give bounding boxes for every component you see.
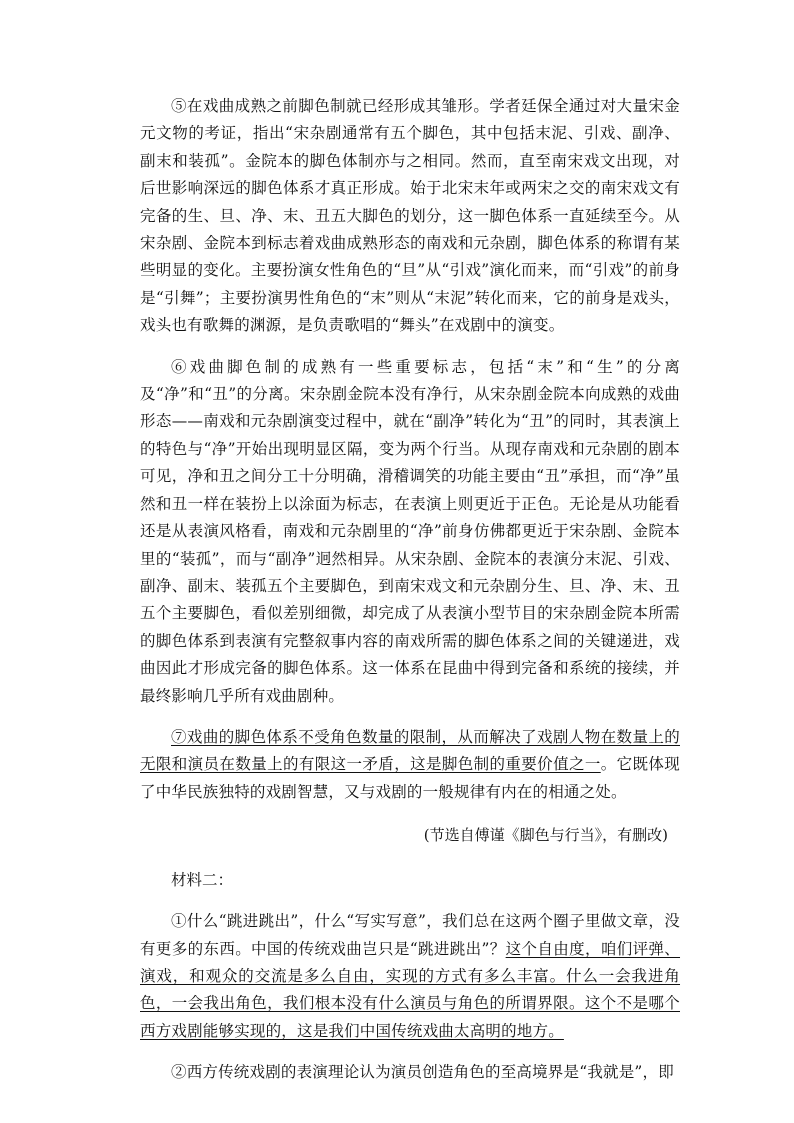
- paragraph-7-text: 。它既体现了中华民族独特的戏剧智慧，又与戏剧的一般规律有内在的相通之处。: [140, 755, 680, 801]
- material-two-paragraph-1-underlined-a: 这个自由度，咱们评弹、演戏，和观众的交流是多么自由，实现的方式有多么丰富。: [140, 939, 681, 985]
- source-citation: (节选自傅谨《脚色与行当》，有删改): [423, 826, 668, 845]
- paragraph-5: ⑤在戏曲成熟之前脚色制就已经形成其雏形。学者廷保全通过对大量宋金元文物的考证，指出“宋杂剧通常有五个脚色，其中包括末泥、引戏、副净、副末和装孤”。金院本的脚色体制亦与之相同。然而，直至南宋戏文出现，对后世影响深远的脚色体系才真正形成。始于北宋末年或两宋之交的南宋戏文有完备的生、旦、净、末、丑五大脚色的划分，这一脚色体系一直延续至今。从宋杂剧、金院本到标志着戏曲成熟形态的南戏和元杂剧，脚色体系的称谓有某些明显的变化。主要扮演女性角色的“旦”从“引戏”演化而来，而“引戏”的前身是“引舞”；主要扮演男性角色的“末”则从“末泥”转化而来，它的前身是戏头，戏头也有歌舞的渊源，是负责歌唱的“舞头”在戏剧中的演变。: [140, 97, 680, 335]
- document-page: [140, 93, 680, 1087]
- paragraph-7: [140, 724, 680, 806]
- paragraph-6: ⑥戏曲脚色制的成熟有一些重要标志，包括“末”和“生”的分离及“净”和“丑”的分离。宋杂剧金院本没有净行，从宋杂剧金院本向成熟的戏曲形态——南戏和元杂剧演变过程中，就在“副净”转化为“丑”的同时，其表演上的特色与“净”开始出现明显区隔，变为两个行当。从现存南戏和元杂剧的剧本可见，净和丑之间分工十分明确，滑稽调笑的功能主要由“丑”承担，而“净”虽然和丑一样在装扮上以涂面为标志，在表演上则更近于正色。无论是从功能看还是从表演风格看，南戏和元杂剧里的“净”前身仿佛都更近于宋杂剧、金院本里的“装孤”，而与“副净”迥然相异。从宋杂剧、金院本的表演分末泥、引戏、副净、副末、装孤五个主要脚色，到南宋戏文和元杂剧分生、旦、净、末、丑五个主要脚色，看似差别细微，却完成了从表演小型节目的宋杂剧金院本所需的脚色体系到表演有完整叙事内容的南戏所需的脚色体系之间的关键递进，戏曲因此才形成完备的脚色体系。这一体系在昆曲中得到完备和系统的接续，并最终影响几乎所有戏曲剧种。: [140, 357, 680, 705]
- material-two-paragraph-2: ②西方传统戏剧的表演理论认为演员创造角色的至高境界是“我就是”，即: [171, 1063, 674, 1082]
- material-two-paragraph-1-underlined-b: 什么一会我进角色，一会我出角色，我们根本没有什么演员与角色的所谓界限。这个不是哪个西方戏剧能够实现的，这是我们中国传统戏曲太高明的地方。: [140, 966, 681, 1040]
- material-two-paragraph-1: [140, 908, 680, 1045]
- paragraph-7-underlined-text: ⑦戏曲的脚色体系不受角色数量的限制，从而解决了戏剧人物在数量上的无限和演员在数量上的有限这一矛盾，这是脚色制的重要价值之一: [140, 727, 680, 774]
- material-two-heading: 材料二：: [171, 871, 234, 890]
- material-two-paragraph-1-text: ①什么“跳进跳出”，什么“写实写意”，我们总在这两个圈子里做文章，没有更多的东西。中国的传统戏曲岂只是“跳进跳出”？: [140, 912, 680, 958]
